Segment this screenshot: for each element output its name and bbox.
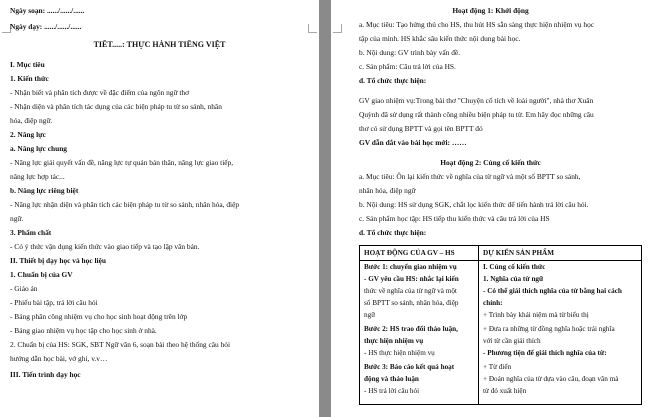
activity-table <box>359 245 642 405</box>
table-cell: + Đoán nghĩa của từ dựa vào câu, đoạn văn mà <box>483 375 619 383</box>
heading: III. Tiến trình dạy học <box>10 370 81 379</box>
table-cell: I. Củng cố kiến thức <box>483 263 546 271</box>
text-line: ngữ. <box>10 214 24 223</box>
date-taught: Ngày dạy: ....../....../...... <box>10 22 82 31</box>
text-line: - Năng lực nhận diện và phân tích các biện pháp tu từ so sánh, nhân hóa, điệp <box>10 200 240 209</box>
margin-mark <box>333 24 342 33</box>
table-cell: + Từ điển <box>483 363 512 371</box>
table-cell: + Trình bày khái niệm mà từ biểu thị <box>483 311 589 319</box>
activity-heading: Hoạt động 1: Khởi động <box>452 6 529 15</box>
table-divider <box>478 246 479 404</box>
date-prepared: Ngày soạn: ....../....../...... <box>10 6 85 15</box>
text-line: a. Mục tiêu: Ôn lại kiến thức về nghĩa của từ ngữ và một số BPTT so sánh, <box>359 172 581 181</box>
table-cell: 1. Nghĩa của từ ngữ <box>483 275 544 283</box>
table-header-gv-hs: HOẠT ĐỘNG CỦA GV – HS <box>364 249 455 257</box>
text-line: - Phiếu bài tập, trả lời câu hỏi <box>10 298 98 307</box>
table-cell: - HS thực hiện nhiệm vụ <box>364 349 435 357</box>
text-line: Quỳnh đã sử dụng rất thành công nhiều biện pháp tu từ. Em hãy đọc những câu <box>359 110 594 119</box>
heading: 1. Chuẩn bị của GV <box>10 270 73 279</box>
text-line: - Bảng phân công nhiệm vụ cho học sinh hoạt động trên lớp <box>10 312 188 321</box>
table-cell: từ đó xuất hiện <box>483 387 527 395</box>
text-line: nhân hóa, điệp ngữ <box>359 186 416 195</box>
heading: I. Mục tiêu <box>10 60 45 69</box>
table-cell: chính: <box>483 299 503 307</box>
text-line: c. Sản phẩm học tập: HS tiếp thu kiến thức và câu trả lời của HS <box>359 214 550 223</box>
table-cell: thức về nghĩa của từ ngữ và một <box>364 287 457 295</box>
table-header-product: DỰ KIẾN SẢN PHẨM <box>483 249 555 257</box>
text-line: hướng dẫn học bài, vở ghi, v.v… <box>10 354 108 363</box>
heading: d. Tổ chức thực hiện: <box>359 76 427 85</box>
table-cell: - GV yêu cầu HS: nhắc lại kiến <box>364 275 459 283</box>
text-line: b. Nội dung: HS sử dụng SGK, chắt lọc kiến thức để tiến hành trả lời câu hỏi. <box>359 200 589 209</box>
text-line: - Có ý thức vận dụng kiến thức vào giao tiếp và tạo lập văn bản. <box>10 242 200 251</box>
text-line: b. Nội dung: GV trình bày vấn đề. <box>359 48 461 57</box>
text-line: - Năng lực giải quyết vấn đề, năng lực tự quản bản thân, năng lực giao tiếp, <box>10 158 234 167</box>
table-cell: Bước 2: HS trao đổi thảo luận, <box>364 325 458 333</box>
text-line: - Nhận diện và phân tích tác dụng của các biện pháp tu từ so sánh, nhân <box>10 102 222 111</box>
text-line: năng lực hợp tác... <box>10 172 65 181</box>
text-line: - Nhận biết và phân tích được về đặc điểm của ngôn ngữ thơ <box>10 88 189 97</box>
table-cell: Bước 1: chuyển giao nhiệm vụ <box>364 263 457 271</box>
lesson-title: TIẾT.....: THỰC HÀNH TIẾNG VIỆT <box>93 40 226 49</box>
heading: b. Năng lực riêng biệt <box>10 186 79 195</box>
text-line: thơ có sử dụng BPTT và gọi tên BPTT đó <box>359 124 483 133</box>
page-right <box>331 0 650 417</box>
table-cell: số BPTT so sánh, nhân hóa, điệp <box>364 299 459 307</box>
text-line: 2. Chuẩn bị của HS: SGK, SBT Ngữ văn 6, soạn bài theo hệ thống câu hỏi <box>10 340 231 349</box>
text-line: - Giáo án <box>10 284 38 293</box>
table-divider <box>360 260 641 261</box>
heading: 3. Phẩm chất <box>10 228 52 237</box>
heading: 1. Kiến thức <box>10 74 49 83</box>
table-cell: thực hiện nhiệm vụ <box>364 337 424 345</box>
table-cell: Bước 3: Báo cáo kết quả hoạt <box>364 363 455 371</box>
text-line: hóa, điệp ngữ. <box>10 116 53 125</box>
table-cell: + Đưa ra những từ đồng nghĩa hoặc trái nghĩa <box>483 325 615 333</box>
text-line: - Bảng giao nhiệm vụ học tập cho học sinh ở nhà. <box>10 326 157 335</box>
page-left <box>0 0 319 417</box>
activity-heading: Hoạt động 2: Củng cố kiến thức <box>440 158 541 167</box>
heading: II. Thiết bị dạy học và học liệu <box>10 256 106 265</box>
text-line: c. Sản phẩm: Câu trả lời của HS. <box>359 62 456 71</box>
text-line: GV dẫn dắt vào bài học mới: …… <box>359 138 467 147</box>
text-line: tập của mình. HS khắc sâu kiến thức nội dung bài học. <box>359 34 521 43</box>
heading: a. Năng lực chung <box>10 144 67 153</box>
heading: 2. Năng lực <box>10 130 46 139</box>
table-cell: với từ cần giải thích <box>483 337 541 345</box>
table-cell: động và thảo luận <box>364 375 419 383</box>
table-cell: - Có thể giải thích nghĩa của từ bằng hai cách <box>483 287 622 295</box>
table-cell: ngữ <box>364 311 376 319</box>
table-cell: - Phương tiện để giải thích nghĩa của từ: <box>483 349 607 357</box>
text-line: GV giao nhiệm vụ:Trong bài thơ "Chuyện cổ tích về loài người", nhà thơ Xuân <box>359 96 594 105</box>
table-cell: - HS trả lời câu hỏi <box>364 387 420 395</box>
text-line: a. Mục tiêu: Tạo hứng thú cho HS, thu hút HS sẵn sàng thực hiện nhiệm vụ học <box>359 20 595 29</box>
heading: d. Tổ chức thực hiện: <box>359 228 427 237</box>
